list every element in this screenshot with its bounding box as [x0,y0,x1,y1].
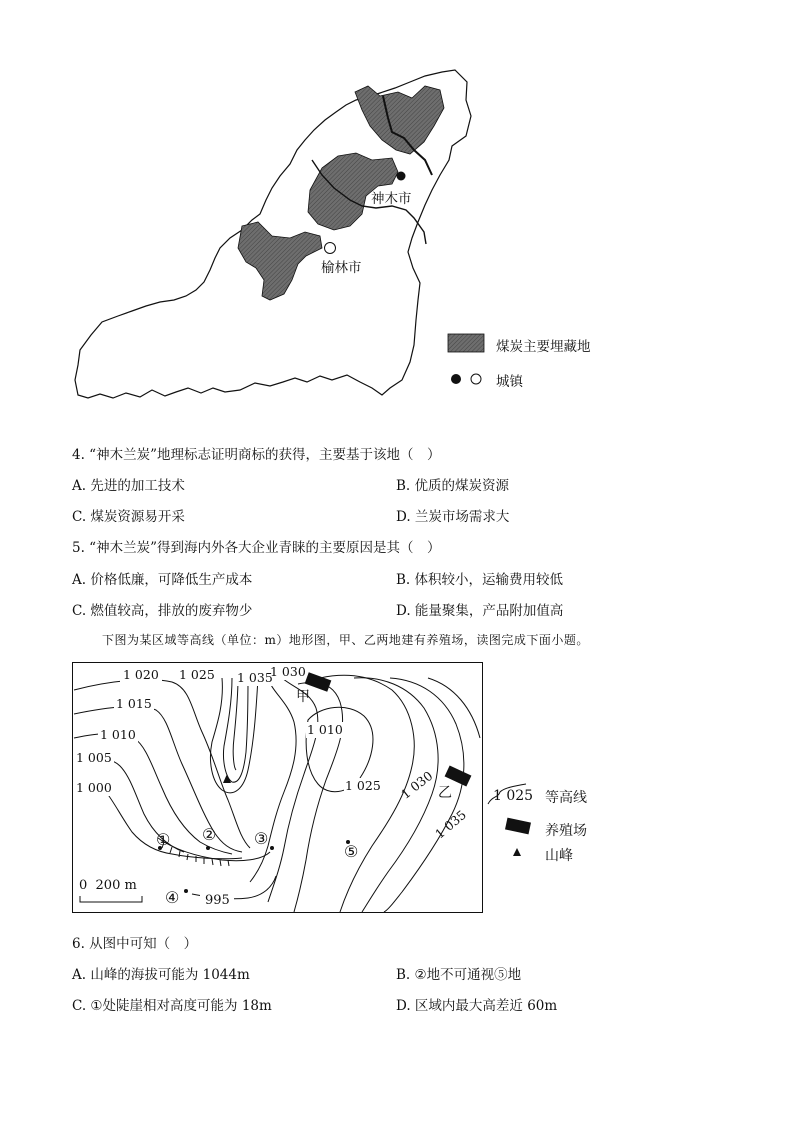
q4-option-d[interactable]: D. 兰炭市场需求大 [396,509,510,525]
farm-yi-label: 乙 [438,785,452,801]
point-1-label: ① [156,830,171,849]
question-6-stem: 6. 从图中可知（ ） [72,936,198,952]
contour-label-1030-right: 1 030 [398,767,436,802]
legend-town-filled [451,374,461,384]
q6-option-b[interactable]: B. ②地不可通视⑤地 [396,967,522,983]
legend-contour-label: 等高线 [545,790,587,806]
legend-coal-swatch [448,334,484,352]
point-2-dot [206,846,210,850]
contour-label-1020: 1 020 [123,667,159,682]
map2-intro-text: 下图为某区域等高线（单位：m）地形图，甲、乙两地建有养殖场，读图完成下面小题。 [102,633,589,647]
point-5-label: ⑤ [344,842,359,861]
shenmu-town-marker [397,172,406,181]
coal-distribution-map [60,60,620,410]
contour-label-1030-top: 1 030 [270,664,306,679]
point-3-label: ③ [254,829,269,848]
yulin-town-marker [325,243,336,254]
point-4-dot [184,889,188,893]
contour-label-1035-right: 1 035 [432,806,470,842]
scale-label: 0 200 m [79,878,137,893]
q4-option-c[interactable]: C. 煤炭资源易开采 [72,509,185,525]
contour-label-1035-top: 1 035 [237,670,273,685]
legend-town-open [471,374,481,384]
point-2-label: ② [202,825,217,844]
q5-option-a[interactable]: A. 价格低廉，可降低生产成本 [72,572,253,588]
farm-jia-label: 甲 [296,689,310,705]
q4-option-b[interactable]: B. 优质的煤炭资源 [396,478,510,494]
legend-contour-value: 1 025 [493,788,534,804]
legend-town-label: 城镇 [496,374,523,390]
contour-label-1015: 1 015 [116,696,152,711]
legend-farm-label: 养殖场 [545,823,587,839]
yulin-city-label: 榆林市 [321,260,362,276]
question-4-stem: 4. “神木兰炭”地理标志证明商标的获得，主要基于该地（ ） [72,447,441,463]
contour-label-995: 995 [205,893,230,908]
q5-option-d[interactable]: D. 能量聚集，产品附加值高 [396,603,564,619]
contour-label-1025-center: 1 025 [345,778,381,793]
contour-label-1010-center: 1 010 [307,722,343,737]
contour-label-1005: 1 005 [76,750,112,765]
q4-option-a[interactable]: A. 先进的加工技术 [72,478,185,494]
legend-peak-label: 山峰 [545,848,573,864]
q5-option-c[interactable]: C. 燃值较高，排放的废弃物少 [72,603,253,619]
q6-option-a[interactable]: A. 山峰的海拔可能为 1044m [72,967,250,983]
point-3-dot [270,846,274,850]
q6-option-c[interactable]: C. ①处陡崖相对高度可能为 18m [72,998,272,1014]
contour-label-1010-left: 1 010 [100,727,136,742]
legend-coal-label: 煤炭主要埋藏地 [496,339,591,355]
q5-option-b[interactable]: B. 体积较小，运输费用较低 [396,572,564,588]
question-5-stem: 5. “神木兰炭”得到海内外各大企业青睐的主要原因是其（ ） [72,540,441,556]
contour-label-1000: 1 000 [76,780,112,795]
shenmu-city-label: 神木市 [371,191,412,207]
point-4-label: ④ [165,888,180,907]
q6-option-d[interactable]: D. 区域内最大高差近 60m [396,998,558,1014]
contour-label-1025-top: 1 025 [179,667,215,682]
